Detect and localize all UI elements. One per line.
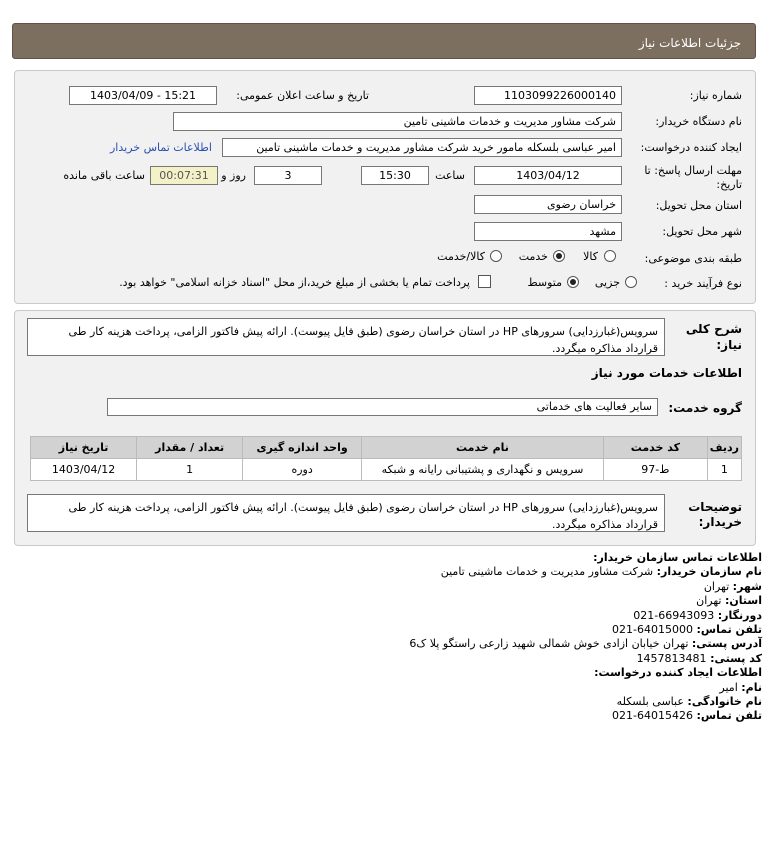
need-details-panel — [14, 70, 756, 304]
creator-field: امیر عباسی بلسکله مامور خرید شرکت مشاور مدیریت و خدمات ماشینی تامین — [222, 138, 622, 157]
buyer-contact-section — [14, 551, 762, 724]
creator-info-title: اطلاعات ایجاد کننده درخواست: — [594, 666, 762, 680]
contact-province: تهران — [696, 594, 722, 608]
services-table — [30, 436, 742, 481]
contact-fax-label: دورنگار: — [717, 608, 762, 622]
cell-unit: دوره — [243, 459, 362, 481]
delivery-province-label: استان محل تحویل: — [655, 199, 742, 212]
process-radio-minor[interactable] — [625, 276, 637, 288]
process-option-medium: متوسط — [527, 276, 562, 289]
deadline-time-field: 15:30 — [361, 166, 429, 185]
buyer-org-field: شرکت مشاور مدیریت و خدمات ماشینی تامین — [173, 112, 622, 131]
deadline-time-label: ساعت — [435, 169, 465, 182]
days-label: روز و — [221, 169, 246, 182]
category-option-goods-service: کالا/خدمت — [437, 250, 485, 263]
delivery-city-field: مشهد — [474, 222, 622, 241]
creator-last-name: عباسی بلسکله — [616, 695, 684, 709]
contact-org-label: نام سازمان خریدار: — [656, 565, 762, 579]
deadline-label: مهلت ارسال پاسخ: تا — [644, 164, 742, 177]
treasury-payment-note: پرداخت تمام یا بخشی از مبلغ خرید،از محل "اسناد خزانه اسلامی" خواهد بود. — [119, 276, 470, 289]
days-field: 3 — [254, 166, 322, 185]
buyer-notes-label-2: خریدار: — [698, 515, 742, 529]
col-name: نام خدمت — [362, 437, 604, 459]
remaining-time-field: 00:07:31 — [150, 166, 218, 185]
delivery-province-field: خراسان رضوی — [474, 195, 622, 214]
contact-address: تهران خیابان ازادی خوش شمالی شهید زارعی راستگو پلا ک6 — [409, 637, 689, 651]
col-date: تاریخ نیاز — [31, 437, 137, 459]
contact-org: شرکت مشاور مدیریت و خدمات ماشینی تامین — [440, 565, 654, 579]
deadline-date-field: 1403/04/12 — [474, 166, 622, 185]
cell-date: 1403/04/12 — [31, 459, 137, 481]
cell-qty: 1 — [137, 459, 243, 481]
contact-postal: 1457813481 — [636, 651, 707, 665]
page-header — [12, 23, 756, 59]
col-qty: تعداد / مقدار — [137, 437, 243, 459]
services-table-header — [31, 437, 742, 459]
buyer-notes-label: توضیحات — [688, 500, 742, 514]
creator-phone: 64015426-021 — [612, 709, 694, 723]
service-group-label: گروه خدمت: — [668, 401, 742, 415]
category-radio-goods[interactable] — [604, 250, 616, 262]
category-option-service: خدمت — [518, 250, 548, 263]
summary-text: سرویس(غبارزدایی) سرورهای HP در استان خراسان رضوی (طبق فایل پیوست). ارائه پیش فاکتور الزامی، پرداخت هزینه کار طی قرارداد مذاکره میگردد. — [27, 318, 665, 356]
services-section-title: اطلاعات خدمات مورد نیاز — [591, 366, 742, 380]
announce-date-label: تاریخ و ساعت اعلان عمومی: — [236, 89, 369, 102]
buyer-notes-text: سرویس(غبارزدایی) سرورهای HP در استان خراسان رضوی (طبق فایل پیوست). ارائه پیش فاکتور الزامی، پرداخت هزینه کار طی قرارداد مذاکره میگردد. — [27, 494, 665, 532]
remaining-time-label: ساعت باقی مانده — [63, 169, 145, 182]
cell-index: 1 — [707, 459, 741, 481]
col-index: ردیف — [707, 437, 741, 459]
summary-label: شرح کلی — [685, 322, 742, 336]
table-row — [31, 459, 742, 481]
deadline-label-date: تاریخ: — [716, 178, 742, 191]
category-radio-goods-service[interactable] — [490, 250, 502, 262]
contact-title: اطلاعات تماس سازمان خریدار: — [593, 551, 762, 564]
summary-label-2: نیاز: — [716, 338, 742, 352]
contact-city: تهران — [703, 579, 730, 593]
category-radio-service[interactable] — [553, 250, 565, 262]
cell-code: ط-97 — [603, 459, 707, 481]
contact-phone-label: تلفن تماس: — [696, 623, 762, 637]
announce-date-field: 1403/04/09 - 15:21 — [69, 86, 217, 105]
contact-fax: 66943093-021 — [633, 608, 715, 622]
need-number-label: شماره نیاز: — [689, 89, 742, 102]
creator-phone-label: تلفن تماس: — [696, 709, 762, 723]
buyer-contact-link[interactable]: اطلاعات تماس خریدار — [110, 141, 212, 154]
cell-name: سرویس و نگهداری و پشتیبانی رایانه و شبکه — [362, 459, 604, 481]
treasury-payment-checkbox[interactable] — [478, 275, 491, 288]
creator-label: ایجاد کننده درخواست: — [640, 141, 742, 154]
delivery-city-label: شهر محل تحویل: — [662, 225, 742, 238]
contact-phone: 64015000-021 — [612, 623, 694, 637]
creator-last-name-label: نام خانوادگی: — [687, 695, 762, 709]
service-group-field: سایر فعالیت های خدماتی — [107, 398, 658, 416]
creator-first-name: امیر — [719, 680, 738, 694]
process-option-minor: جزیی — [594, 276, 620, 289]
need-number-field: 1103099226000140 — [474, 86, 622, 105]
contact-address-label: آدرس پستی: — [691, 637, 762, 651]
page-title: جزئیات اطلاعات نیاز — [638, 36, 741, 50]
category-option-goods: کالا — [583, 250, 598, 263]
contact-postal-label: کد پستی: — [710, 651, 762, 665]
process-radio-medium[interactable] — [567, 276, 579, 288]
contact-province-label: استان: — [725, 594, 762, 608]
category-label: طبقه بندی موضوعی: — [644, 252, 742, 265]
col-unit: واحد اندازه گیری — [243, 437, 362, 459]
creator-first-name-label: نام: — [741, 680, 762, 694]
process-type-label: نوع فرآیند خرید : — [664, 277, 742, 290]
buyer-org-label: نام دستگاه خریدار: — [655, 115, 742, 128]
contact-city-label: شهر: — [732, 579, 762, 593]
col-code: کد خدمت — [603, 437, 707, 459]
